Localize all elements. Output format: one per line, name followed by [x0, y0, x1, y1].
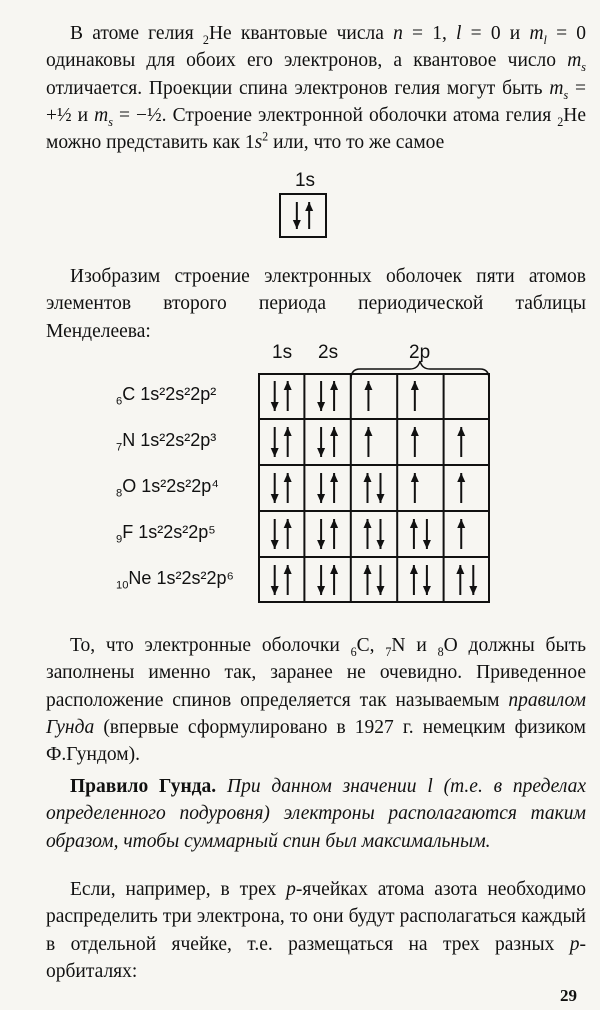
text: или, что то же самое	[268, 132, 445, 154]
text: = +½ и	[46, 77, 587, 126]
subscript: s	[563, 87, 569, 102]
text: отличается. Проекции спина электронов гелия могут быть	[46, 77, 550, 99]
superscript: 2	[262, 129, 269, 144]
subscript: 6	[350, 644, 357, 659]
atomic-number: 8	[116, 487, 123, 500]
spin-down-arrow	[423, 519, 431, 549]
text: Если, например, в трех	[70, 879, 287, 900]
spin-down-arrow	[317, 381, 325, 411]
spin-down-arrow	[317, 427, 325, 457]
spin-up-arrow	[410, 565, 418, 595]
spin-up-arrow	[364, 473, 372, 503]
spin-up-arrow	[330, 519, 338, 549]
header-2s: 2s	[318, 342, 339, 363]
spin-down-arrow	[317, 519, 325, 549]
element-symbol: O	[122, 476, 137, 496]
spin-up-arrow	[457, 473, 465, 503]
spin-up-arrow	[330, 473, 338, 503]
text: При данном значении	[216, 776, 428, 797]
atomic-number: 9	[116, 533, 123, 546]
orbital-label-1s: 1s	[294, 170, 316, 191]
spin-up-arrow	[364, 427, 372, 457]
spin-down-arrow	[469, 565, 477, 595]
subscript: l	[543, 32, 547, 47]
electron-configuration: 1s²2s²2p⁶	[151, 568, 234, 588]
spin-up-arrow	[410, 519, 418, 549]
symbol-m: m	[549, 77, 564, 99]
element-symbol: C	[122, 384, 136, 404]
electron-configuration: 1s²2s²2p³	[135, 430, 217, 450]
subscript: 7	[385, 644, 392, 659]
orbital-grid	[258, 373, 490, 603]
rule-title: Правило Гунда.	[70, 776, 217, 797]
symbol-n: n	[393, 23, 403, 44]
text: (т.е. в пределах определенного подуровня) электроны располагаются таким образом, чтобы суммарный спин был максимальным.	[46, 776, 587, 852]
symbol-m: m	[529, 23, 544, 44]
spin-up-arrow	[364, 519, 372, 549]
spin-up-arrow	[411, 473, 419, 503]
electron-configuration: 1s²2s²2p⁴	[136, 476, 220, 496]
spin-up-arrow	[330, 381, 338, 411]
subscript: s	[108, 114, 113, 129]
atomic-number: 7	[116, 441, 123, 454]
text: = 0 и	[461, 23, 530, 44]
electron-configuration: 1s²2s²2p²	[135, 384, 217, 404]
element-config-label	[116, 476, 260, 500]
header-2p: 2p	[409, 342, 431, 363]
spin-down-arrow	[271, 565, 279, 595]
element-config-label	[116, 522, 260, 546]
text: = 1,	[402, 23, 457, 44]
paragraph-helium	[46, 20, 586, 156]
spin-down-arrow	[271, 519, 279, 549]
subscript: 2	[202, 32, 209, 47]
symbol-l: l	[427, 776, 433, 797]
spin-up-arrow	[364, 565, 372, 595]
spin-up-arrow	[330, 427, 338, 457]
helium-orbital-cell	[279, 193, 327, 238]
paragraph-hund-intro	[46, 632, 586, 768]
spin-down-arrow	[376, 519, 384, 549]
text: He квантовые числа	[208, 23, 394, 44]
spin-down-arrow	[423, 565, 431, 595]
term-hund-rule: правилом Гунда	[46, 689, 586, 738]
header-1s: 1s	[272, 342, 293, 363]
text: = −½. Строение электронной оболочки атома гелия	[112, 104, 558, 126]
atomic-number: 6	[116, 395, 123, 408]
spin-arrows	[281, 195, 325, 236]
electron-configuration: 1s²2s²2p⁵	[133, 522, 216, 542]
atomic-number: 10	[116, 579, 129, 592]
symbol-m: m	[567, 50, 582, 72]
element-symbol: Ne	[128, 568, 152, 588]
text: В атоме гелия	[70, 23, 203, 44]
symbol-s: s	[254, 132, 263, 154]
spin-up-arrow	[284, 565, 292, 595]
element-config-label	[116, 568, 260, 592]
symbol-p: p	[569, 933, 580, 955]
spin-down-arrow	[293, 202, 301, 229]
spin-up-arrow	[411, 381, 419, 411]
element-symbol: F	[122, 522, 134, 542]
spin-down-arrow	[317, 473, 325, 503]
page-number: 29	[560, 986, 577, 1005]
spin-up-arrow	[284, 427, 292, 457]
grid-border	[259, 374, 489, 602]
element-symbol: N	[122, 430, 136, 450]
text: O должны быть заполнены именно так, заранее не очевидно. Приведенное расположение спинов определяется так называемым	[46, 635, 586, 711]
spin-down-arrow	[271, 473, 279, 503]
spin-down-arrow	[376, 565, 384, 595]
spin-down-arrow	[317, 565, 325, 595]
spin-up-arrow	[284, 381, 292, 411]
spin-down-arrow	[271, 381, 279, 411]
symbol-l: l	[456, 23, 462, 44]
spin-up-arrow	[284, 473, 292, 503]
spin-up-arrow	[411, 427, 419, 457]
subscript: s	[581, 60, 586, 75]
symbol-p: p	[286, 879, 296, 900]
text: N и	[391, 635, 438, 656]
subscript: 2	[557, 114, 564, 129]
spin-up-arrow	[284, 519, 292, 549]
text: (впервые сформулировано в 1927 г. немецким физиком Ф.Гундом).	[46, 716, 586, 766]
text: -ячейках атома азота необходимо распределить три электрона, то они будут располагаться каждый в отдельной ячейке, т.е. размещаться на трех разных	[46, 879, 586, 955]
element-config-label	[116, 384, 260, 408]
spin-down-arrow	[376, 473, 384, 503]
spin-down-arrow	[271, 427, 279, 457]
symbol-m: m	[94, 104, 109, 126]
paragraph-nitrogen	[46, 876, 586, 985]
spin-up-arrow	[457, 427, 465, 457]
spin-up-arrow	[456, 565, 464, 595]
spin-up-arrow	[364, 381, 372, 411]
text: He можно представить как 1	[46, 104, 587, 154]
paragraph-intro-grid: Изобразим строение электронных оболочек пяти атомов элементов второго периода периодической таблицы Менделеева:	[46, 266, 586, 342]
subscript: 8	[437, 644, 444, 659]
paragraph-hund-rule	[46, 773, 586, 855]
spin-up-arrow	[457, 519, 465, 549]
text: -орбиталях:	[46, 933, 586, 982]
spin-up-arrow	[330, 565, 338, 595]
text: То, что электронные оболочки	[70, 635, 351, 656]
text: C,	[356, 635, 386, 656]
spin-up-arrow	[305, 202, 313, 229]
element-config-label	[116, 430, 260, 454]
text: = 0 одинаковы для обоих его электронов, а квантовое число	[46, 23, 587, 72]
